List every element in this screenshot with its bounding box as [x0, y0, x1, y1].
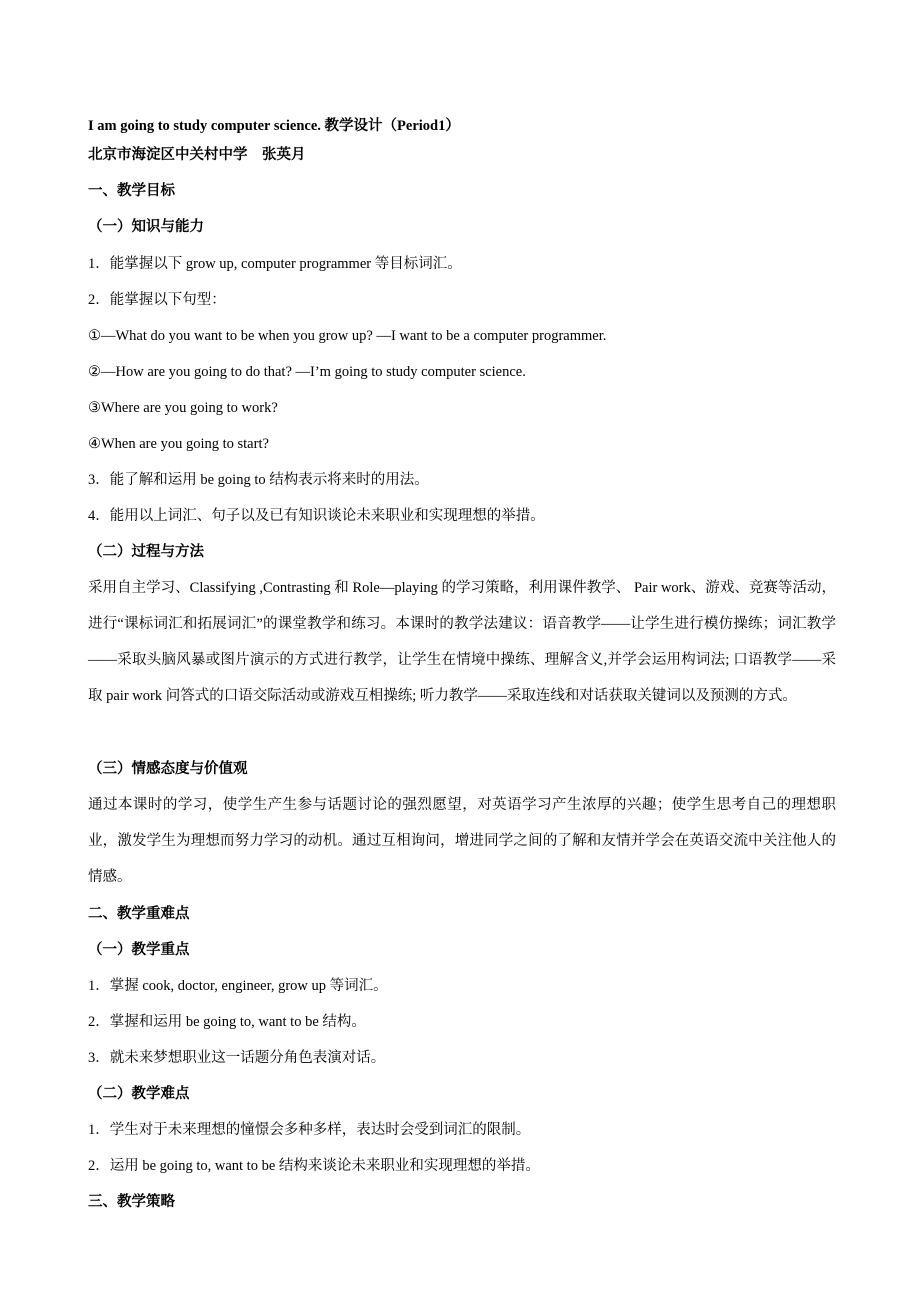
section-heading-objectives: 一、教学目标	[88, 183, 175, 199]
focus-item: 3．就未来梦想职业这一话题分角色表演对话。	[88, 1050, 386, 1066]
objective-item: 4．能用以上词汇、句子以及已有知识谈论未来职业和实现理想的举措。	[88, 508, 545, 524]
process-paragraph: 采用自主学习、Classifying ,Contrasting 和 Role—playing 的学习策略，利用课件教学、 Pair work、游戏、竞赛等活动，进行“课标词汇和拓展词汇”的课堂教学和练习。本课时的教学法建议：语音教学——让学生进行模仿操练；词汇教学——采取头脑风暴或图片演示的方式进行教学，让学生在情境中操练、理解含义,并学会运用构词法; 口语教学——采取 pair work 问答式的口语交际活动或游戏互相操练; 听力教学——采取连线和对话获取关键词以及预测的方式。	[88, 580, 836, 704]
difficulty-item: 1．学生对于未来理想的憧憬会多种多样，表达时会受到词汇的限制。	[88, 1122, 531, 1138]
sentence-pattern: ②—How are you going to do that? —I’m going to study computer science.	[88, 364, 526, 380]
objective-item: 2．能掌握以下句型：	[88, 292, 226, 308]
difficulty-item: 2．运用 be going to, want to be 结构来谈论未来职业和实现理想的举措。	[88, 1158, 540, 1174]
subsection-heading-difficulties: （二）教学难点	[88, 1086, 190, 1102]
values-paragraph: 通过本课时的学习，使学生产生参与话题讨论的强烈愿望，对英语学习产生浓厚的兴趣；使学生思考自己的理想职业，激发学生为理想而努力学习的动机。通过互相询问，增进同学之间的了解和友情并学会在英语交流中关注他人的情感。	[88, 797, 836, 885]
sentence-pattern: ①—What do you want to be when you grow up? —I want to be a computer programmer.	[88, 328, 607, 344]
objective-item: 1．能掌握以下 grow up, computer programmer 等目标词汇。	[88, 256, 462, 272]
focus-item: 1．掌握 cook, doctor, engineer, grow up 等词汇。	[88, 978, 388, 994]
subsection-heading-values: （三）情感态度与价值观	[88, 761, 248, 777]
subsection-heading-focus: （一）教学重点	[88, 942, 190, 958]
objective-item: 3．能了解和运用 be going to 结构表示将来时的用法。	[88, 472, 429, 488]
author-line: 北京市海淀区中关村中学 张英月	[88, 147, 306, 163]
section-heading-key-points: 二、教学重难点	[88, 906, 190, 922]
sentence-pattern: ③Where are you going to work?	[88, 400, 278, 416]
document-title: I am going to study computer science. 教学设计（Period1）	[88, 118, 460, 134]
sentence-pattern: ④When are you going to start?	[88, 436, 269, 452]
focus-item: 2．掌握和运用 be going to, want to be 结构。	[88, 1014, 366, 1030]
subsection-heading-knowledge: （一）知识与能力	[88, 219, 204, 235]
section-heading-strategy: 三、教学策略	[88, 1194, 175, 1210]
subsection-heading-process: （二）过程与方法	[88, 544, 204, 560]
